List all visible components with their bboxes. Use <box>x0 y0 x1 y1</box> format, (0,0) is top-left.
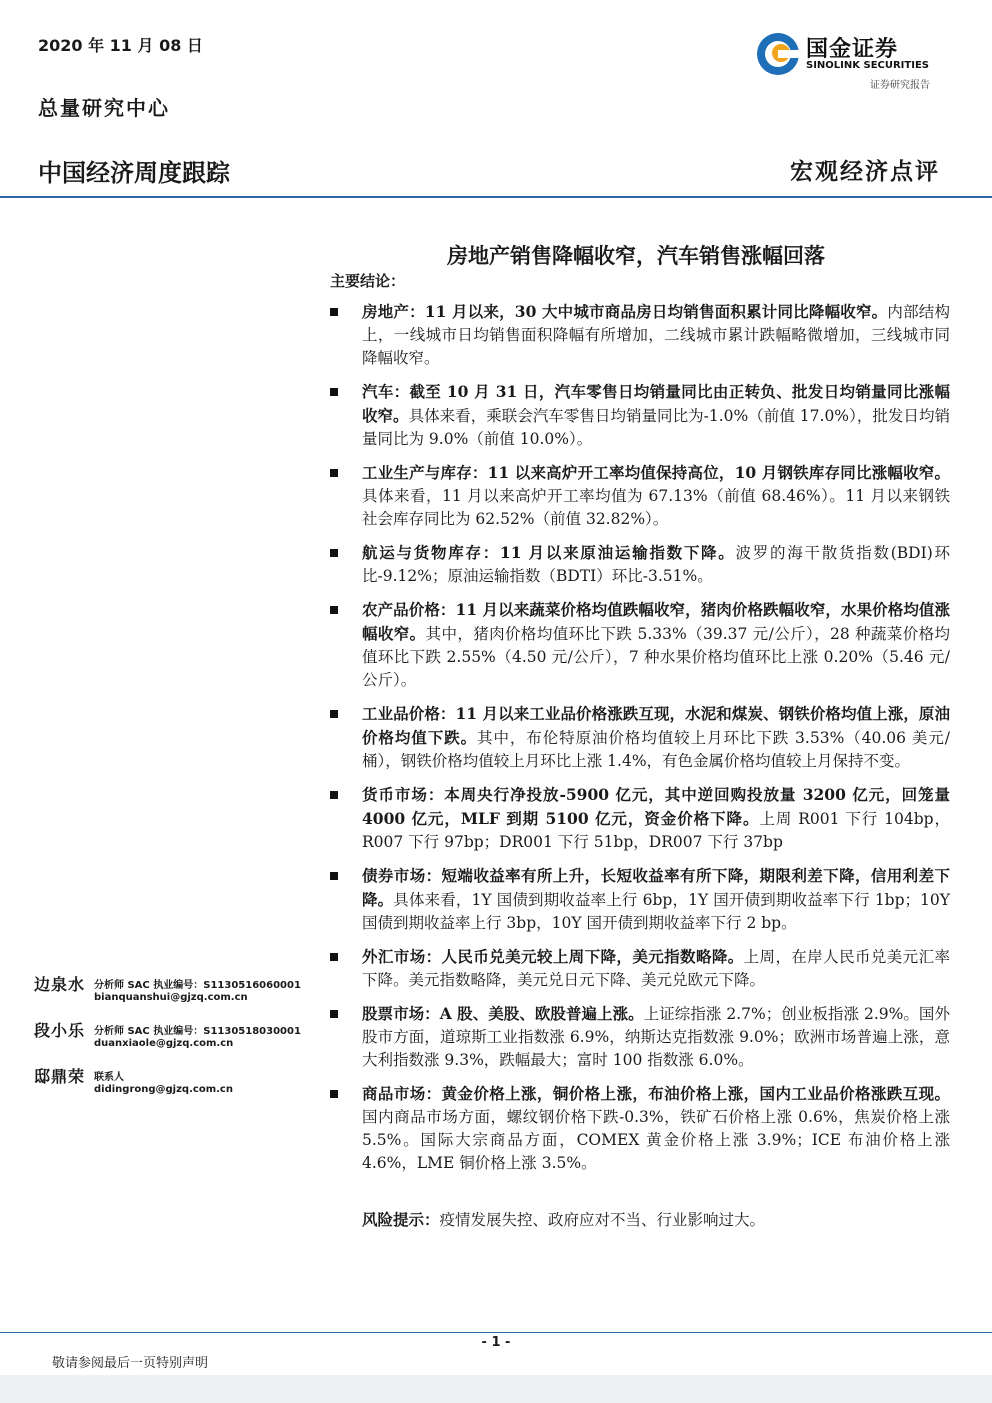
list-item <box>330 783 950 854</box>
report-type: 宏观经济点评 <box>790 158 940 185</box>
bullet-text: 内部结构上，一线城市日均销售面积降幅有所增加，二线城市累计跌幅略微增加，三线城市同降幅收窄。 <box>362 303 950 367</box>
risk-warning <box>362 1208 765 1230</box>
bullet-lead: 工业品价格：11 月以来工业品价格涨跌互现，水泥和煤炭、钢铁价格均值上涨，原油价格均值下跌。 <box>362 704 950 747</box>
analyst-entry <box>34 1018 314 1064</box>
bullet-text: 其中，猪肉价格均值环比下跌 5.33%（39.37 元/公斤），28 种蔬菜价格均值环比下跌 2.55%（4.50 元/公斤），7 种水果价格均值环比上涨 0.20%（5.46 元/公斤）。 <box>362 625 950 689</box>
bullet-square-icon <box>330 469 338 477</box>
header-divider <box>0 196 992 198</box>
list-item <box>330 945 950 992</box>
bullet-square-icon <box>330 606 338 614</box>
research-center: 总量研究中心 <box>38 96 170 120</box>
footer-bar <box>0 1375 992 1403</box>
analyst-role: 分析师 SAC 执业编号：S1130518030001 <box>94 1026 301 1037</box>
company-logo <box>752 30 952 90</box>
bullet-lead: 货币市场：本周央行净投放-5900 亿元，其中逆回购投放量 3200 亿元，回笼量 4000 亿元，MLF 到期 5100 亿元，资金价格下降。 <box>362 785 950 828</box>
analyst-role: 联系人 <box>94 1072 124 1083</box>
list-item <box>330 380 950 451</box>
key-conclusions-heading: 主要结论： <box>330 272 406 290</box>
list-item <box>330 1082 950 1175</box>
bullet-lead: 股票市场：A 股、美股、欧股普遍上涨。 <box>362 1004 644 1023</box>
bullet-lead: 工业生产与库存：11 以来高炉开工率均值保持高位，10 月钢铁库存同比涨幅收窄。 <box>362 463 950 482</box>
footer-disclaimer: 敬请参阅最后一页特别声明 <box>52 1356 209 1371</box>
bullet-text: 国内商品市场方面，螺纹钢价格下跌-0.3%，铁矿石价格上涨 0.6%，焦炭价格上涨 5.5%。国际大宗商品方面，COMEX 黄金价格上涨 3.9%；ICE 布油价格上涨 4.6%，LME 铜价格上涨 3.5%。 <box>362 1108 950 1172</box>
analyst-list <box>34 972 314 1110</box>
bullet-square-icon <box>330 1010 338 1018</box>
report-date: 2020 年 11 月 08 日 <box>38 36 203 55</box>
bullet-text: 上证综指涨 2.7%；创业板指涨 2.9%。国外股市方面，道琼斯工业指数涨 6.9%，纳斯达克指数涨 9.0%；欧洲市场普遍上涨，意大利指数涨 9.3%，跌幅最大；富时 100 指数涨 6.0%。 <box>362 1005 950 1069</box>
bullet-lead: 农产品价格：11 月以来蔬菜价格均值跌幅收窄，猪肉价格跌幅收窄，水果价格均值涨幅收窄。 <box>362 600 950 643</box>
bullet-square-icon <box>330 1090 338 1098</box>
bullet-text: 具体来看，乘联会汽车零售日均销量同比为-1.0%（前值 17.0%），批发日均销量同比为 9.0%（前值 10.0%）。 <box>362 407 950 448</box>
footer-divider <box>0 1332 992 1333</box>
analyst-entry <box>34 972 314 1018</box>
logo-mark-icon <box>756 32 800 76</box>
logo-name-en: SINOLINK SECURITIES <box>806 60 929 71</box>
bullet-square-icon <box>330 872 338 880</box>
report-title: 房地产销售降幅收窄，汽车销售涨幅回落 <box>447 243 825 268</box>
bullet-text: 上周，在岸人民币兑美元汇率下降。美元指数略降，美元兑日元下降、美元兑欧元下降。 <box>362 948 950 989</box>
analyst-email[interactable]: bianquanshui@gjzq.com.cn <box>94 992 248 1003</box>
logo-subtitle: 证券研究报告 <box>870 80 930 91</box>
bullet-square-icon <box>330 791 338 799</box>
bullet-text: 具体来看，1Y 国债到期收益率上行 6bp，1Y 国开债到期收益率下行 1bp；10Y 国债到期收益率上行 3bp，10Y 国开债到期收益率下行 2 bp。 <box>362 891 950 932</box>
bullet-text: 具体来看，11 月以来高炉开工率均值为 67.13%（前值 68.46%）。11 月以来钢铁社会库存同比为 62.52%（前值 32.82%）。 <box>362 487 950 528</box>
bullet-text: 其中，布伦特原油价格均值较上月环比下跌 3.53%（40.06 美元/桶），钢铁价格均值较上月环比上涨 1.4%，有色金属价格均值较上月保持不变。 <box>362 729 950 770</box>
list-item <box>330 541 950 588</box>
page-number: - 1 - <box>481 1335 511 1350</box>
series-title: 中国经济周度跟踪 <box>38 159 230 187</box>
analyst-email[interactable]: duanxiaole@gjzq.com.cn <box>94 1038 234 1049</box>
bullet-text: 上周 R001 下行 104bp，R007 下行 97bp；DR001 下行 51bp，DR007 下行 37bp <box>362 810 950 851</box>
bullet-lead: 债券市场：短端收益率有所上升，长短收益率有所下降，期限利差下降，信用利差下降。 <box>362 866 950 909</box>
analyst-email[interactable]: didingrong@gjzq.com.cn <box>94 1084 233 1095</box>
bullet-lead: 外汇市场：人民币兑美元较上周下降，美元指数略降。 <box>362 947 744 966</box>
list-item <box>330 702 950 773</box>
risk-text: 疫情发展失控、政府应对不当、行业影响过大。 <box>439 1211 766 1229</box>
bullet-lead: 汽车：截至 10 月 31 日，汽车零售日均销量同比由正转负、批发日均销量同比涨幅收窄。 <box>362 382 950 425</box>
analyst-name: 边泉水 <box>34 975 86 994</box>
bullet-square-icon <box>330 710 338 718</box>
bullet-square-icon <box>330 953 338 961</box>
list-item <box>330 1002 950 1072</box>
bullet-square-icon <box>330 549 338 557</box>
bullet-lead: 商品市场：黄金价格上涨，铜价格上涨，布油价格上涨，国内工业品价格涨跌互现。 <box>362 1084 950 1103</box>
analyst-entry <box>34 1064 314 1110</box>
bullet-lead: 航运与货物库存：11 月以来原油运输指数下降。 <box>362 543 736 562</box>
list-item <box>330 461 950 531</box>
bullet-square-icon <box>330 308 338 316</box>
risk-label: 风险提示： <box>362 1210 440 1229</box>
logo-name-cn: 国金证券 <box>806 37 899 62</box>
analyst-role: 分析师 SAC 执业编号：S1130516060001 <box>94 980 301 991</box>
list-item <box>330 300 950 370</box>
bullet-lead: 房地产：11 月以来，30 大中城市商品房日均销售面积累计同比降幅收窄。 <box>362 302 888 321</box>
bullet-square-icon <box>330 388 338 396</box>
conclusion-list <box>330 300 950 1185</box>
bullet-text: 波罗的海干散货指数(BDI)环比-9.12%；原油运输指数（BDTI）环比-3.51%。 <box>362 544 950 585</box>
list-item <box>330 864 950 935</box>
list-item <box>330 598 950 692</box>
analyst-name: 邸鼎荣 <box>34 1067 86 1086</box>
analyst-name: 段小乐 <box>34 1021 86 1040</box>
